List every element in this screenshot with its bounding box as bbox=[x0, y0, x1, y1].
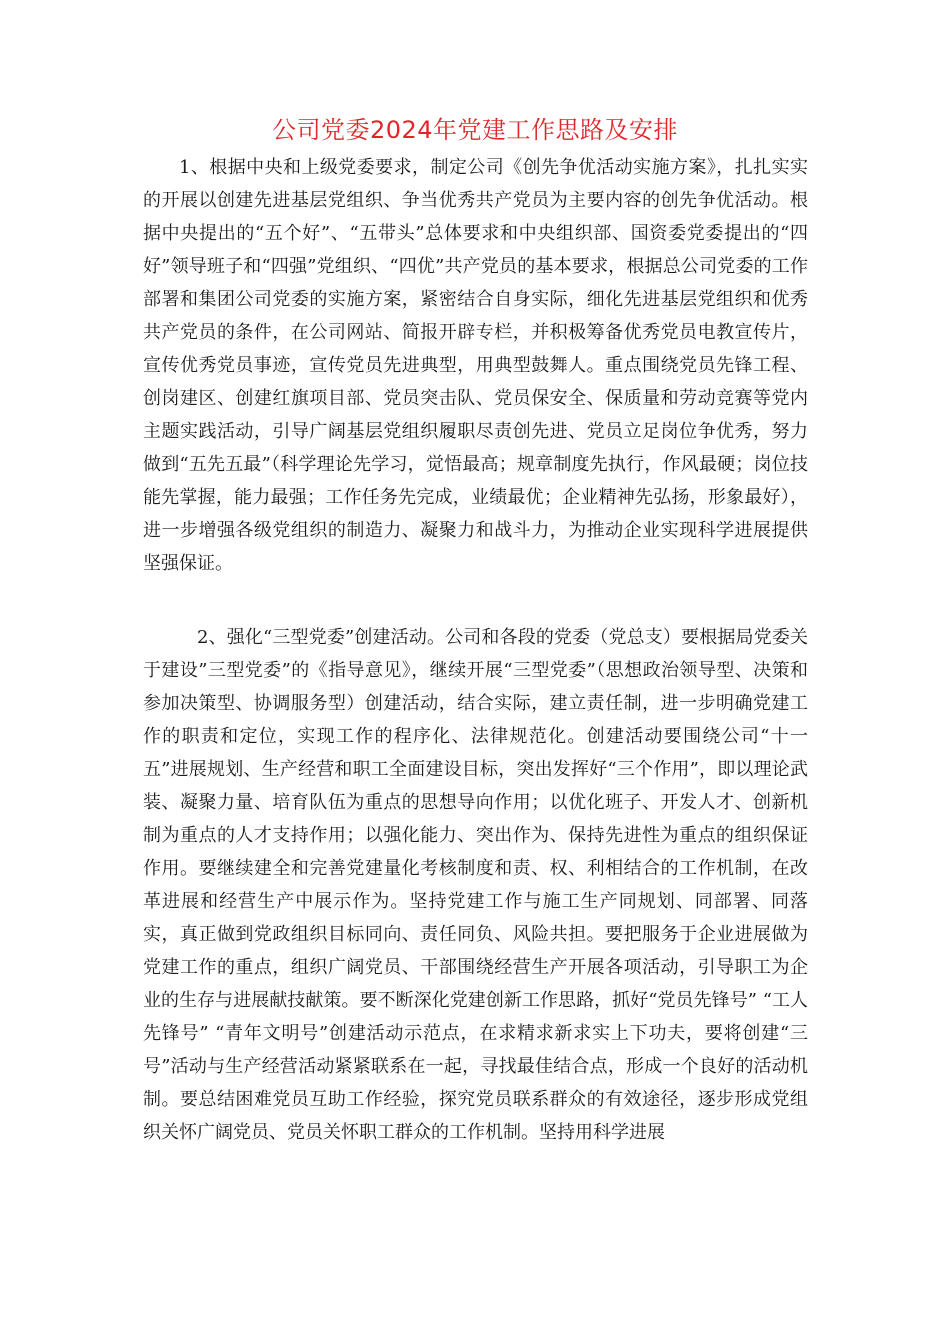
paragraph-2: 2、强化“三型党委”创建活动。公司和各段的党委（党总支）要根据局党委关于建设”三型党委”的《指导意见》，继续开展“三型党委”（思想政治领导型、决策和参加决策型、协调服务型）创建活动，结合实际，建立责任制，进一步明确党建工作的职责和定位，实现工作的程序化、法律规范化。创建活动要围绕公司“十一五”进展规划、生产经营和职工全面建设目标，突出发挥好“三个作用”，即以理论武装、凝聚力量、培育队伍为重点的思想导向作用；以优化班子、开发人才、创新机制为重点的人才支持作用；以强化能力、突出作为、保持先进性为重点的组织保证作用。要继续建全和完善党建量化考核制度和责、权、利相结合的工作机制，在改革进展和经营生产中展示作为。坚持党建工作与施工生产同规划、同部署、同落实，真正做到党政组织目标同向、责任同负、风险共担。要把服务于企业进展做为党建工作的重点，组织广阔党员、干部围绕经营生产开展各项活动，引导职工为企业的生存与进展献技献策。要不断深化党建创新工作思路，抓好“党员先锋号” “工人先锋号” “青年文明号”创建活动示范点，在求精求新求实上下功夫，要将创建“三号”活动与生产经营活动紧紧联系在一起，寻找最佳结合点，形成一个良好的活动机制。要总结困难党员互助工作经验，探究党员联系群众的有效途径，逐步形成党组织关怀广阔党员、党员关怀职工群众的工作机制。坚持用科学进展 bbox=[143, 627, 808, 1143]
paragraph-1: 1、根据中央和上级党委要求，制定公司《创先争优活动实施方案》，扎扎实实的开展以创建先进基层党组织、争当优秀共产党员为主要内容的创先争优活动。根据中央提出的“五个好”、“五带头”总体要求和中央组织部、国资委党委提出的“四好”领导班子和“四强”党组织、“四优”共产党员的基本要求，根据总公司党委的工作部署和集团公司党委的实施方案，紧密结合自身实际，细化先进基层党组织和优秀共产党员的条件，在公司网站、简报开辟专栏，并积极筹备优秀党员电教宣传片，宣传优秀党员事迹，宣传党员先进典型，用典型鼓舞人。重点围绕党员先锋工程、创岗建区、创建红旗项目部、党员突击队、党员保安全、保质量和劳动竞赛等党内主题实践活动，引导广阔基层党组织履职尽责创先进、党员立足岗位争优秀，努力做到“五先五最”（科学理论先学习，觉悟最高；规章制度先执行，作风最硬；岗位技能先掌握，能力最强；工作任务先完成，业绩最优；企业精神先弘扬，形象最好），进一步增强各级党组织的制造力、凝聚力和战斗力，为推动企业实现科学进展提供坚强保证。 bbox=[143, 157, 808, 574]
document-title: 公司党委2024年党建工作思路及安排 bbox=[271, 116, 679, 144]
